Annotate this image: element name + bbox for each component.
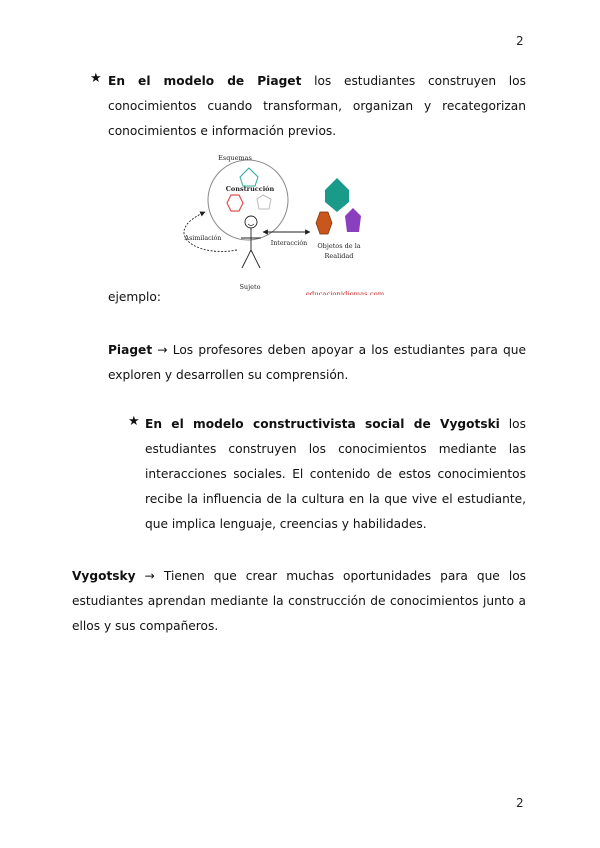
teal-object-shape: [325, 178, 349, 212]
vygotski-model-title: En el modelo constructivista social de Vygotski: [145, 417, 500, 431]
piaget-model-text: los estudiantes construyen los conocimientos cuando transforman, organizan y recategorizan conocimientos e información previos.: [108, 74, 526, 138]
star-bullet-icon: ★: [90, 71, 102, 86]
construccion-label: Construcción: [225, 185, 275, 193]
objetos-label-line2: Realidad: [324, 252, 354, 260]
objetos-label-line1: Objetos de la: [317, 242, 361, 250]
vygotski-model-text: los estudiantes construyen los conocimientos mediante las interacciones sociales. El contenido de estos conocimientos recibe la influencia de la cultura en la que vive el estudiante, que implica lenguaje, creencias y habilidades.: [145, 417, 526, 531]
assimilation-arrow: [184, 212, 237, 251]
schemes-circle: [208, 160, 288, 240]
vygotsky-example-title: Vygotsky: [72, 569, 136, 583]
page-number-bottom: 2: [516, 796, 524, 810]
purple-object-shape: [345, 208, 361, 232]
sujeto-label: Sujeto: [239, 283, 261, 291]
star-bullet-icon: ★: [128, 414, 140, 429]
piaget-model-paragraph: [108, 69, 526, 144]
vygotsky-example-text: Tienen que crear muchas oportunidades para que los estudiantes aprendan mediante la construcción de conocimientos junto a ellos y sus compañeros.: [72, 569, 527, 633]
piaget-example-title: Piaget: [108, 343, 153, 357]
right-arrow-icon: →: [144, 569, 155, 583]
right-arrow-icon: →: [157, 343, 168, 357]
ejemplo-label: ejemplo:: [108, 290, 161, 304]
pentagon-outline-shape: [240, 168, 258, 186]
hexagon-outline-shape: [227, 195, 243, 211]
vygotski-model-paragraph: [145, 412, 526, 537]
esquemas-label: Esquemas: [218, 154, 252, 162]
watermark-text: educacionidiomas.com: [305, 290, 385, 295]
page-number-top: 2: [516, 34, 524, 48]
subject-head: [245, 216, 257, 228]
vygotsky-example-paragraph: [72, 564, 526, 639]
interaccion-label: Interacción: [270, 240, 308, 247]
piaget-model-title: En el modelo de Piaget: [108, 74, 302, 88]
orange-object-shape: [316, 212, 332, 234]
piaget-example-text: Los profesores deben apoyar a los estudiantes para que exploren y desarrollen su comprensión.: [108, 343, 526, 382]
piaget-example-paragraph: [108, 338, 526, 388]
gray-outline-shape: [257, 195, 271, 209]
asimilacion-label: Asimilación: [184, 235, 222, 242]
piaget-diagram: [165, 150, 410, 295]
